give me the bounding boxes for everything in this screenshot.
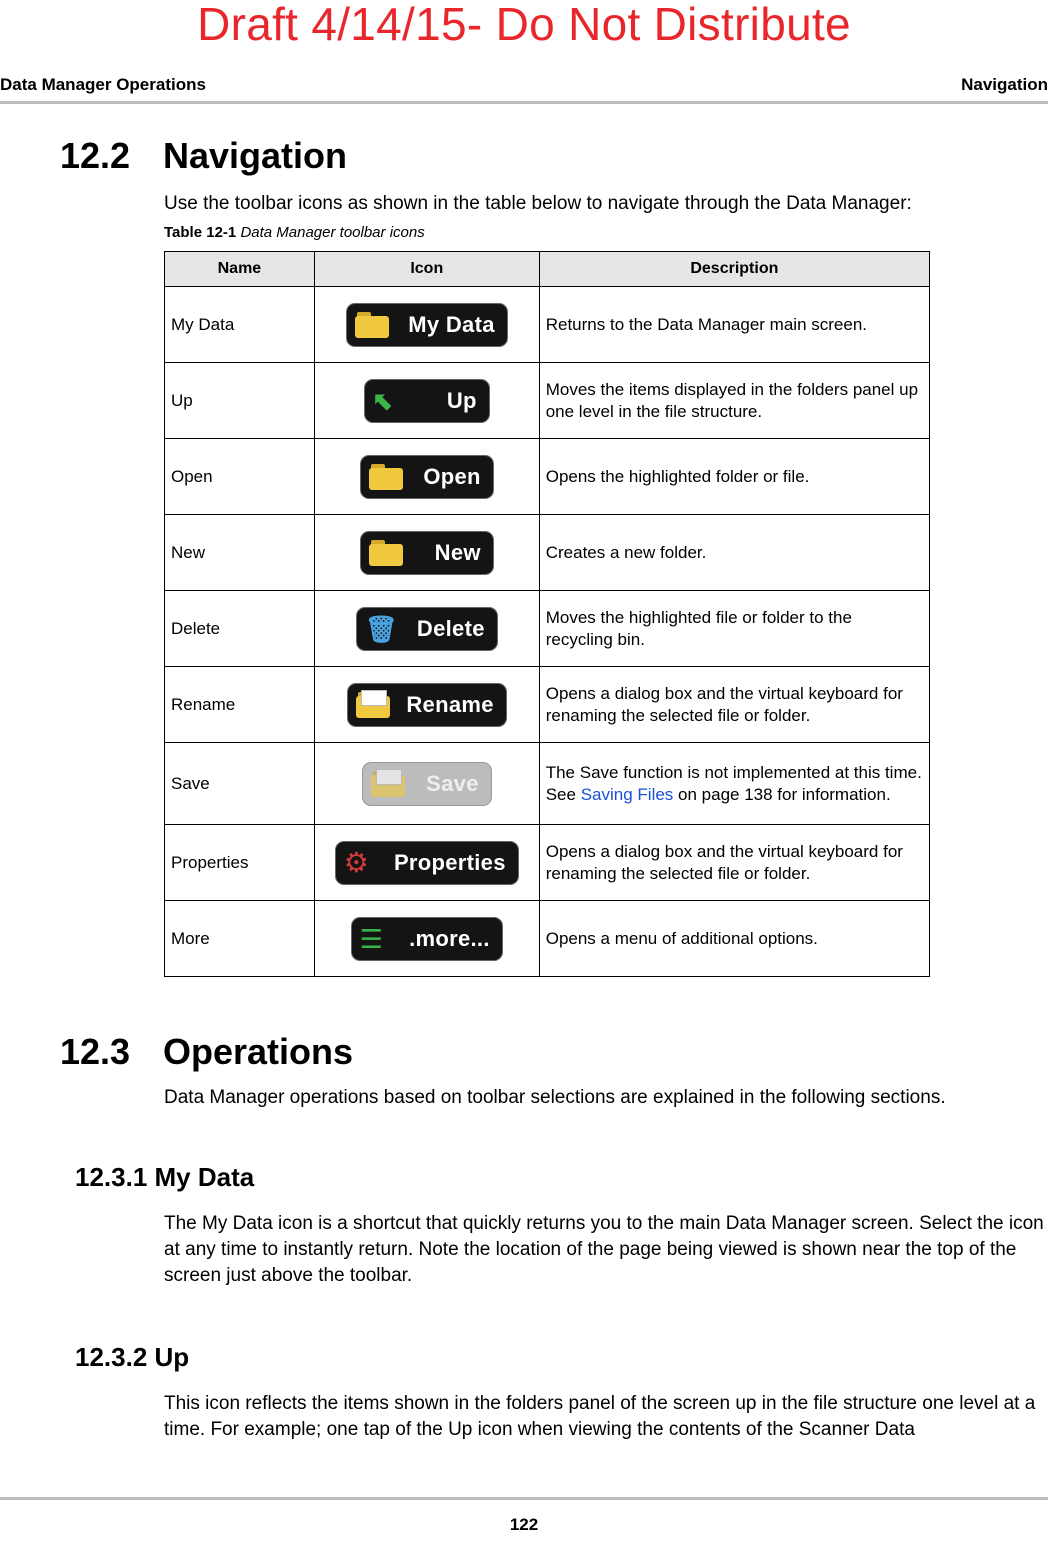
subsection-heading-up: 12.3.2 Up — [75, 1342, 190, 1372]
table-row — [165, 667, 930, 743]
row-name: New — [165, 515, 315, 591]
footer-rule — [0, 1497, 1048, 1500]
table-row — [165, 743, 930, 825]
row-name: Delete — [165, 591, 315, 667]
page-number: 122 — [509, 1515, 539, 1534]
table-row — [165, 439, 930, 515]
subsection-heading-my-data: 12.3.1 My Data — [75, 1162, 255, 1192]
row-description: Opens a dialog box and the virtual keyboard for renaming the selected file or folder. — [539, 825, 929, 901]
new-button-image: New — [360, 531, 494, 575]
row-description: Returns to the Data Manager main screen. — [539, 287, 929, 363]
header-rule — [0, 101, 1048, 104]
column-header-name: Name — [165, 252, 315, 287]
open-folder-icon — [369, 464, 403, 490]
table-header-row — [165, 252, 930, 287]
table-row — [165, 901, 930, 977]
trash-icon: 🗑 — [364, 613, 398, 644]
new-folder-icon — [369, 540, 403, 566]
subsection-body-my-data: The My Data icon is a shortcut that quickly returns you to the main Data Manager screen. Select the icon at any time to instantly return. Note the location of the page being viewed is shown near the top of the screen just above the toolbar. — [164, 1213, 1044, 1286]
menu-list-icon: ☰ — [359, 923, 384, 954]
table-row — [165, 363, 930, 439]
table-row — [165, 591, 930, 667]
row-description: Creates a new folder. — [539, 515, 929, 591]
table-row — [165, 515, 930, 591]
row-description: Moves the items displayed in the folders panel up one level in the file structure. — [539, 363, 929, 439]
toolbar-icons-table — [164, 251, 930, 977]
row-description: Moves the highlighted file or folder to the recycling bin. — [539, 591, 929, 667]
section-heading-12-2: 12.2 Navigation — [60, 135, 348, 176]
gears-icon: ⚙ — [343, 846, 369, 878]
save-folder-icon — [371, 771, 405, 797]
row-description: The Save function is not implemented at this time. See Saving Files on page 138 for information. — [539, 743, 929, 825]
section-intro-operations: Data Manager operations based on toolbar selections are explained in the following sections. — [164, 1087, 946, 1108]
saving-files-link[interactable]: Saving Files — [580, 784, 674, 804]
column-header-icon: Icon — [314, 252, 539, 287]
row-description: Opens a dialog box and the virtual keyboard for renaming the selected file or folder. — [539, 667, 929, 743]
subsection-body-up: This icon reflects the items shown in the folders panel of the screen up in the file structure one level at a time. For example; one tap of the Up icon when viewing the contents of the Scanner Data — [164, 1393, 1036, 1440]
section-intro: Use the toolbar icons as shown in the table below to navigate through the Data Manager: — [164, 193, 912, 214]
row-name: Save — [165, 743, 315, 825]
row-name: My Data — [165, 287, 315, 363]
table-row — [165, 287, 930, 363]
up-arrow-folder-icon: ⬉ — [372, 385, 395, 416]
up-button-image: ⬉ Up — [364, 379, 490, 423]
column-header-description: Description — [539, 252, 929, 287]
folder-icon — [355, 312, 389, 338]
delete-button-image: 🗑 Delete — [356, 607, 498, 651]
properties-button-image: ⚙ Properties — [335, 841, 519, 885]
row-name: Open — [165, 439, 315, 515]
running-header-right: Navigation — [961, 75, 1048, 94]
row-description: Opens the highlighted folder or file. — [539, 439, 929, 515]
section-heading-12-3: 12.3 Operations — [60, 1031, 354, 1072]
save-button-image: Save — [362, 762, 492, 806]
row-name: Rename — [165, 667, 315, 743]
row-name: Up — [165, 363, 315, 439]
row-name: More — [165, 901, 315, 977]
my-data-button-image: My Data — [346, 303, 508, 347]
row-description: Opens a menu of additional options. — [539, 901, 929, 977]
table-caption: Table 12-1 Data Manager toolbar icons — [164, 224, 425, 241]
more-button-image: ☰ .more... — [351, 917, 503, 961]
open-button-image: Open — [360, 455, 494, 499]
rename-button-image: Rename — [347, 683, 507, 727]
row-name: Properties — [165, 825, 315, 901]
running-header-left: Data Manager Operations — [0, 75, 206, 94]
rename-folder-icon — [356, 692, 389, 718]
table-row — [165, 825, 930, 901]
draft-watermark: Draft 4/14/15- Do Not Distribute — [197, 0, 851, 50]
